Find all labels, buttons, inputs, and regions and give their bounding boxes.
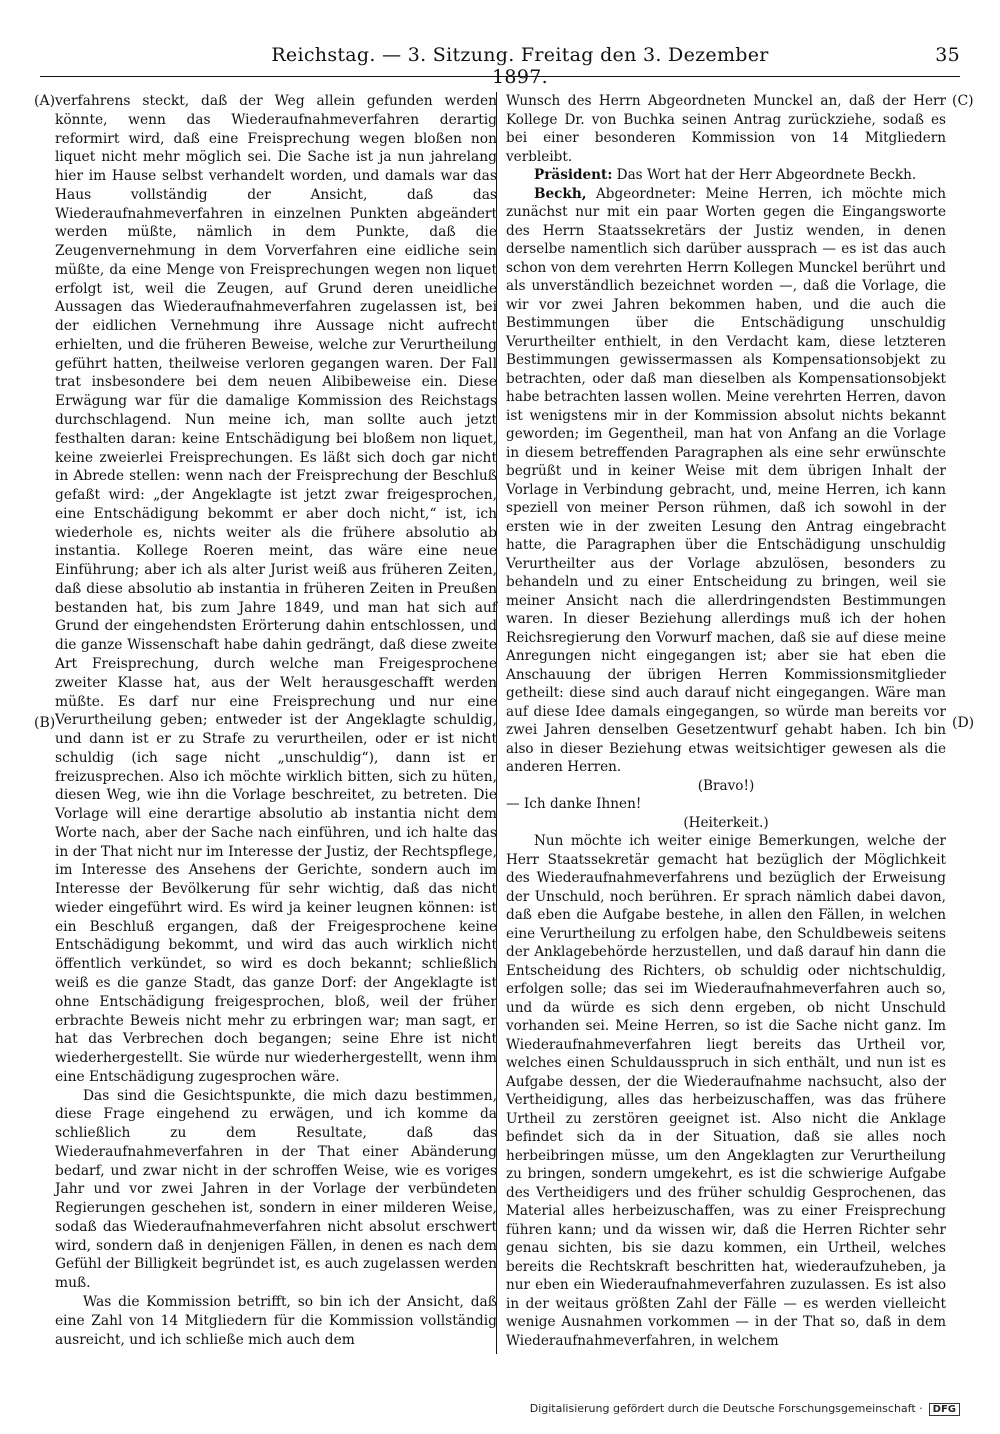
right-paragraph-2: Nun möchte ich weiter einige Bemerkungen, welche der Herr Staatssekretär gemacht hat bezüglich der Möglichkeit des Wiederaufnahmeverfahrens und bezüglich der Erweisung der Unschuld, noch berühren. Er sprach nämlich dabei davon, daß eben die Aufgabe bestehe, in allen den Fällen, in welchen eine Verurtheilung zu erfolgen habe, den Schuldbeweis seitens der Anklagebehörde herzustellen, und daß darauf hin dann die Entscheidung des Richters, ob schuldig oder nichtschuldig, erfolgen solle; das sei im Wiederaufnahmeverfahren auch so, und da würde es sich denn ergeben, ob nicht Unschuld vorhanden sei. Meine Herren, so ist die Sache nicht ganz. Im Wiederaufnahmeverfahren liegt bereits das Urtheil vor, welches einen Schuldausspruch in sich enthält, und nun ist es Aufgabe dessen, der die Wiederaufnahme nachsucht, also der Vertheidigung, alles das herbeizuschaffen, was das frühere Urtheil zu zerstören geeignet ist. Also nicht die Anklage befindet sich da in der Situation, daß sie alles noch herbeibringen müsse, um den Angeklagten zur Verurtheilung zu bringen, sondern umgekehrt, es ist die schwierige Aufgabe des Vertheidigers und des früher schuldig Gesprochenen, das Material alles herbeizuschaffen, was zu einer Freisprechung führen kann; und da wissen wir, daß die Herren Richter sehr genau sichten, bis sie dazu kommen, ein Urtheil, welches bereits die Rechtskraft beschritten hat, wiederaufzuheben, ja nur eben ein Wiederaufnahmeverfahren zuzulassen. Es ist also in der weitaus größten Zahl der Fälle — es werden vielleicht wenige Ausnahmen vorkommen — in der That so, daß in dem Wiederaufnahmeverfahren, in welchem: [506, 833, 946, 1349]
page-number: 35: [935, 44, 960, 66]
speaker-paragraph: [506, 185, 946, 777]
speaker-label: Beckh,: [534, 185, 587, 202]
running-header: [40, 44, 960, 88]
president-remark: [506, 166, 946, 185]
header-title: Reichstag. — 3. Sitzung. Freitag den 3. Dezember 1897.: [271, 44, 769, 88]
digitization-footer: [530, 1402, 960, 1416]
president-label: Präsident:: [534, 167, 613, 183]
right-column: [506, 92, 946, 1350]
speaker-thanks: — Ich danke Ihnen!: [506, 796, 642, 812]
margin-marker-a: (A): [34, 93, 56, 109]
interjection-bravo: (Bravo!): [697, 777, 755, 794]
margin-marker-c: (C): [952, 93, 974, 109]
left-paragraph-2: Das sind die Gesichtspunkte, die mich dazu bestimmen, diese Frage eingehend zu erwägen, und ich komme da schließlich zu dem Resultate, daß das Wiederaufnahmeverfahren in der That einer Abänderung bedarf, und zwar nicht in der schroffen Weise, wie es voriges Jahr und vor zwei Jahren in der Vorlage der verbündeten Regierungen geschehen ist, sondern in einer milderen Weise, sodaß das Wiederaufnahmeverfahren nicht absolut erschwert wird, sondern daß in denjenigen Fällen, in denen es nach dem Gefühl der Billigkeit begründet ist, es auch zugelassen werden muß.: [55, 1087, 497, 1292]
column-divider: [496, 92, 497, 1354]
dfg-logo: DFG: [929, 1403, 960, 1416]
president-text: Das Wort hat der Herr Abgeordnete Beckh.: [612, 167, 917, 183]
left-paragraph-3: Was die Kommission betrifft, so bin ich der Ansicht, daß eine Zahl von 14 Mitgliedern für die Kommission vollständig ausreicht, und ich schließe mich auch dem: [55, 1294, 497, 1348]
left-paragraph-1: verfahrens steckt, daß der Weg allein gefunden werden könnte, wenn das Wiederaufnahmeverfahren derartig reformirt wird, daß eine Freisprechung wegen bloßen non liquet nicht mehr möglich sei. Die Sache ist ja nun jahrelang hier im Hause selbst verhandelt worden, und damals war das Haus vollständig der Ansicht, daß das Wiederaufnahmeverfahren in einzelnen Punkten abgeändert werden müßte, nämlich in dem Punkte, daß die Zeugenvernehmung in dem Vorverfahren eine eidliche sein müßte, da eine Menge von Freisprechungen wegen non liquet erfolgt ist, weil die Zeugen, auf Grund deren uneidliche Aussagen das Wiederaufnahmeverfahren zugelassen ist, bei der eidlichen Vernehmung ihre Aussage nicht aufrecht erhielten, und die früheren Beweise, welche zur Verurtheilung geführt hatten, theilweise verloren gegangen waren. Der Fall trat insbesondere bei dem neuen Alibibeweise ein. Diese Erwägung war für die damalige Kommission des Reichstags durchschlagend. Nun meine ich, man sollte auch jetzt festhalten daran: keine Entschädigung bei bloßem non liquet, keine zweierlei Freisprechungen. Es läßt sich doch gar nicht in Abrede stellen: wenn nach der Freisprechung der Beschluß gefaßt wird: „der Angeklagte ist jetzt zwar freigesprochen, eine Entschädigung bekommt er aber doch nicht,“ ist, ich wiederhole es, nichts weiter als die frühere absolutio ab instantia. Kollege Roeren meint, das wäre eine neue Einführung; aber ich als alter Jurist weiß aus früheren Zeiten, daß diese absolutio ab instantia in früheren Zeiten in Preußen bestanden hat, bis zum Jahre 1849, und man hat sich auf Grund der eingehendsten Erörterung dahin entschlossen, und die ganze Wissenschaft habe dahin gedrängt, daß diese zweite Art Freisprechung, durch welche man Freigesprochene zweiter Klasse hat, aus der Welt herausgeschafft werden müßte. Es darf nur eine Freisprechung und nur eine Verurtheilung geben; entweder ist der Angeklagte schuldig, und dann ist er zu Strafe zu verurtheilen, oder er ist nicht schuldig (ich sage nicht „unschuldig“), dann ist er freizusprechen. Also ich möchte wirklich bitten, sich zu hüten, diesen Weg, wie ihn die Vorlage beschreitet, zu betreten. Die Vorlage will eine derartige absolutio ab instantia nicht dem Worte nach, aber der Sache nach einführen, und ich halte das in der That nicht nur im Interesse der Justiz, der Rechtspflege, im Interesse des Ansehens der Gerichte, sondern auch im Interesse der Bevölkerung für sehr wichtig, daß das nicht wieder eingeführt wird. Es wird ja keiner leugnen können: ist ein Beschluß ergangen, daß der Freigesprochene keine Entschädigung bekommt, und wird das auch wirklich nicht öffentlich verkündet, so wird es doch bekannt; schließlich weiß es die ganze Stadt, das ganze Dorf: der Angeklagte ist ohne Entschädigung freigesprochen, bloß, weil der früher erbrachte Beweis nicht mehr zu erbringen war; man sagt, er hat das Verbrechen doch begangen; seine Ehre ist nicht wiederhergestellt. Sie würde nur wiederhergestellt, wenn ihm eine Entschädigung zugesprochen wäre.: [55, 93, 497, 1085]
interjection-laughter: (Heiterkeit.): [683, 814, 769, 831]
margin-marker-d: (D): [952, 715, 975, 731]
speaker-text: Abgeordneter: Meine Herren, ich möchte mich zunächst nur mit ein paar Worten gegen die Eingangsworte des Herrn Staatssekretärs der Justiz wenden, in denen derselbe namentlich sich darüber aussprach — es ist das auch schon von dem verehrten Herrn Kollegen Munckel berührt und als unverständlich bezeichnet worden —, daß die Vorlage, die wir vor zwei Jahren bekommen haben, und die auch die Bestimmungen über die Entschädigung unschuldig Verurtheilter enthielt, in den Verdacht kam, diese letzteren Bestimmungen gewissermassen als Kompensationsobjekt zu betrachten, oder daß man dieselben als Kompensationsobjekt habe betrachten lassen wollen. Meine verehrten Herren, davon ist wenigstens mir in der Kommission absolut nichts bekannt geworden; im Gegentheil, man hat von Anfang an die Vorlage in diesem betreffenden Paragraphen als eine sehr erwünschte begrüßt und in keiner Weise mit dem übrigen Inhalt der Vorlage in Verbindung gebracht, und, meine Herren, ich kann speziell von meiner Person rühmen, daß ich sowohl in der ersten wie in der zweiten Lesung den Antrag eingebracht hatte, die Paragraphen über die Entschädigung unschuldig Verurtheilter aus der Vorlage abzulösen, besonders zu behandeln und zu einer Entscheidung zu bringen, weil sie meiner Ansicht nach die allerdringendsten Bestimmungen waren. In dieser Beziehung allerdings muß ich der hohen Reichsregierung den Vorwurf machen, daß sie auf diese meine Anregungen nicht eingegangen ist; aber sie hat eben die Anschauung der übrigen Herren Kommissionsmitglieder getheilt: diese sind auch darauf nicht eingegangen. Wäre man auf diese Idee damals eingegangen, so würde man bereits vor zwei Jahren denselben Gesetzentwurf gehabt haben. Ich bin also in dieser Beziehung etwas weitsichtiger gewesen als die anderen Herren.: [506, 185, 946, 775]
footer-text: Digitalisierung gefördert durch die Deutsche Forschungsgemeinschaft ·: [529, 1402, 923, 1415]
header-rule: [40, 76, 960, 77]
left-column: [55, 92, 497, 1349]
margin-marker-b: (B): [34, 715, 56, 731]
right-paragraph-1: Wunsch des Herrn Abgeordneten Munckel an, daß der Herr Kollege Dr. von Buchka seinen Antrag zurückziehe, sodaß es bei einer besonderen Kommission von 14 Mitgliedern verbleibt.: [506, 93, 946, 165]
